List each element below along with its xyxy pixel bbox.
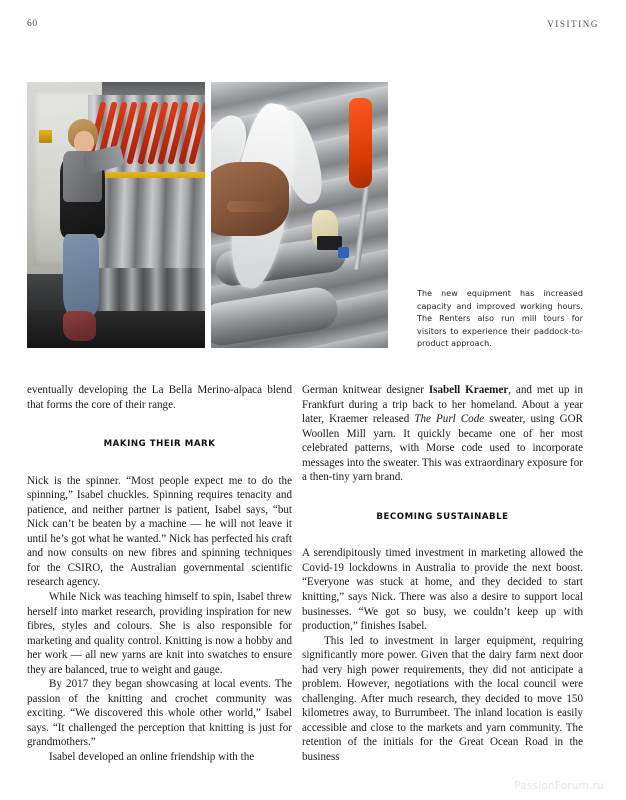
person-isabel	[48, 119, 123, 348]
paragraph: eventually developing the La Bella Merino-alpaca blend that forms the core of their range.	[27, 384, 292, 411]
face	[74, 131, 94, 154]
paragraph: While Nick was teaching himself to spin, Isabel threw herself into market research, providing inspiration for new fibres, styles and colours. She is also responsible for marketing and quality control. Knitting is now a hobby and her work — all new yarns are knit into swatches to ensure they are balanced, true to weight and gauge.	[27, 591, 292, 676]
body-column-left	[27, 383, 292, 765]
body-column-right	[302, 383, 583, 765]
subheading-becoming-sustainable: BECOMING SUSTAINABLE	[376, 511, 509, 522]
spacer	[27, 452, 292, 474]
designer-name: Isabell Kraemer	[428, 384, 509, 396]
photo-row	[27, 82, 388, 348]
text-run: German knitwear designer	[302, 384, 429, 396]
spacer	[27, 412, 292, 437]
subheading-making-their-mark: MAKING THEIR MARK	[103, 439, 216, 450]
watermark: PassionForum.ru	[514, 780, 604, 792]
paragraph: Nick is the spinner. “Most people expect me to do the spinning,” Isabel chuckles. Spinning requires tenacity and patience, and neither partner is patient, Isabel says, “but Nick can’t be beaten by a machine — he will not leave it until he’s got what he wanted.” Nick has perfected his craft and now consults on new fibres and spinning techniques for the CSIRO, the Australian governmental scientific research agency.	[27, 474, 292, 589]
text-run: , and met up in Frankfurt during a trip back to her homeland. About a year later, Kraemer released	[302, 384, 583, 426]
paragraph: This led to investment in larger equipment, requiring significantly more power. Given that the dairy farm next door had very high power requirements, they did not anticipate a problem. However, negotiations with the local council were challenging. After much research, they decided to move 150 kilometres away, to Burrumbeet. The inland location is easily accessible and close to the markets and yarn community. The retention of the initials for the Great Ocean Road in the business	[302, 634, 583, 764]
paragraph: By 2017 they began showcasing at local events. The passion of the knitting and crochet community was exciting. “We discovered this whole other world,” Isabel says. “It challenged the perception that knitting is just for grandmothers.”	[27, 678, 292, 749]
spacer	[302, 485, 583, 510]
boots	[63, 311, 96, 341]
photo-caption: The new equipment has increased capacity and improved working hours. The Renters also run mill tours for visitors to experience their paddock-to-product approach.	[417, 289, 583, 349]
roving-closeup-photo	[211, 82, 388, 348]
pattern-title: The Purl Code	[414, 413, 485, 426]
text-run: sweater, using GOR Woollen Mill yarn. It quickly became one of her most celebrated patterns, with Morse code used to incorporate messages into the sweater. This was extraordinary exposure for a then-tiny yarn brand.	[302, 413, 583, 484]
paragraph-opening	[302, 383, 583, 485]
blue-fitting	[338, 247, 349, 258]
page-number: 60	[27, 19, 38, 29]
hand	[211, 162, 289, 236]
paragraph: A serendipitously timed investment in marketing allowed the Covid-19 lockdowns in Australia to provide the next boost. “Everyone was stuck at home, and they decided to start knitting,” says Nick. There was also a desire to support local businesses. “We got so busy, we couldn’t keep up with production,” finishes Isabel.	[302, 547, 583, 633]
section-title: VISITING	[547, 19, 599, 29]
orange-lever	[349, 98, 372, 188]
spacer	[302, 524, 583, 546]
jeans	[63, 234, 99, 316]
paragraph: Isabel developed an online friendship with the	[49, 751, 255, 764]
mill-machine-photo	[27, 82, 205, 348]
running-head	[27, 19, 599, 33]
